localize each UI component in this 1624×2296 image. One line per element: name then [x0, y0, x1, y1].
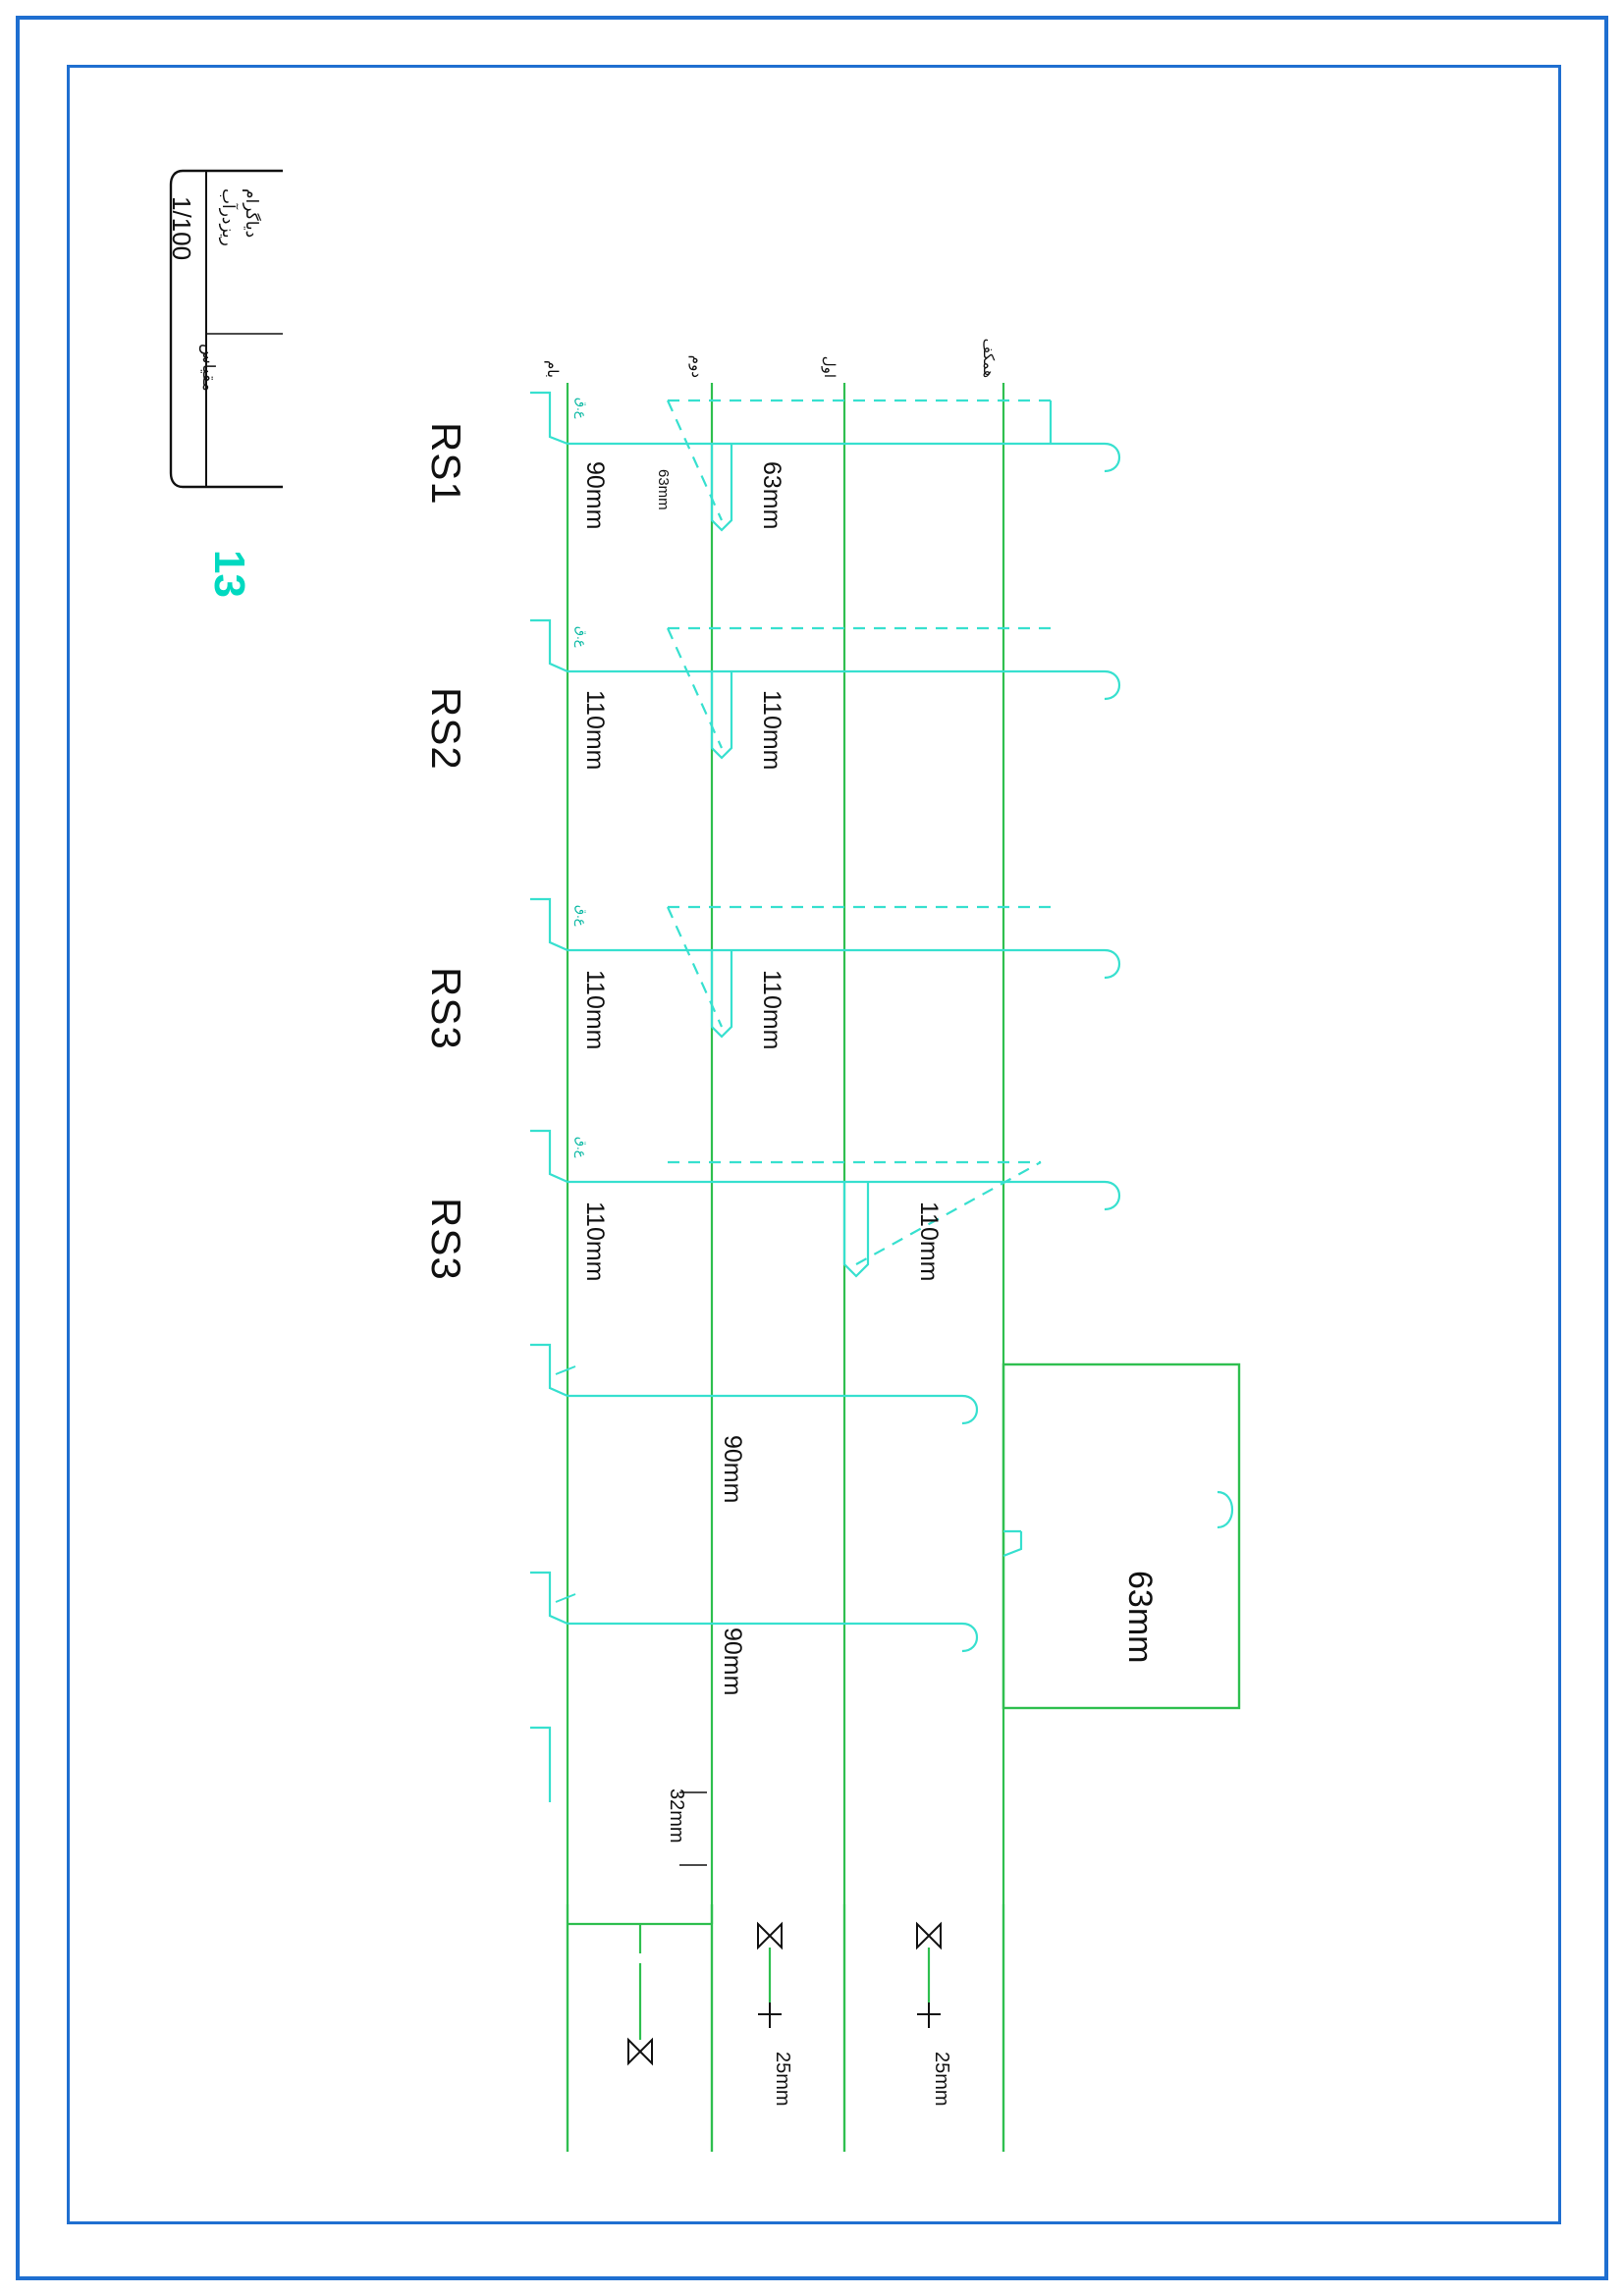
branch-lower-piping	[530, 1573, 977, 1802]
dim-rs1-63mm-small: 63mm	[655, 469, 672, 510]
riser-RS3a-piping	[530, 899, 1119, 1037]
dim-branch-lower-90mm: 90mm	[719, 1628, 746, 1696]
dim-rs3b-110mm-a: 110mm	[581, 1201, 609, 1282]
riser-label-RS1: RS1	[423, 422, 469, 506]
dim-drain-25mm-2: 25mm	[931, 2052, 952, 2107]
riser-RS1-piping	[530, 393, 1119, 530]
riser-RS2-piping	[530, 620, 1119, 758]
bottom-drops	[640, 1948, 929, 2040]
titleblock-line1: دیاگرام	[243, 188, 261, 239]
riser-label-RS2: RS2	[423, 687, 469, 771]
dim-drain-25mm-1: 25mm	[772, 2052, 793, 2107]
titleblock	[167, 167, 295, 491]
dim-rs2-110mm-b: 110mm	[758, 690, 785, 771]
dim-rs3b-110mm-b: 110mm	[915, 1201, 943, 1282]
valve-tag-RS3a: ع.ق	[574, 905, 589, 927]
floor-label-dovom: دوم	[688, 354, 705, 378]
dim-rs1-63mm: 63mm	[758, 461, 785, 530]
dim-rs2-110mm-a: 110mm	[581, 690, 609, 771]
valve-tag-RS2: ع.ق	[574, 626, 589, 648]
page-number: 13	[205, 550, 253, 598]
dim-bottom-32mm: 32mm	[666, 1789, 687, 1843]
scale-value: 1/100	[167, 196, 196, 261]
riser-label-RS3b: RS3	[423, 1198, 469, 1281]
floor-label-bam: بام	[544, 359, 561, 378]
branch-upper-piping	[530, 1345, 977, 1423]
dim-rs3a-110mm-b: 110mm	[758, 970, 785, 1050]
valve-tag-RS3b: ع.ق	[574, 1137, 589, 1158]
bottom-mains	[568, 1904, 1003, 2152]
dim-rs1-90mm: 90mm	[581, 461, 609, 530]
titleblock-line2: ریزدرآب	[219, 188, 238, 246]
riser-label-RS3a: RS3	[423, 967, 469, 1050]
riser-RS3b-piping	[530, 1131, 1119, 1276]
dim-branch-upper-90mm: 90mm	[719, 1435, 746, 1504]
floor-label-aval: اول	[821, 355, 838, 378]
floor-label-hamkaf: همکف	[980, 338, 997, 378]
dim-tank-63mm: 63mm	[1121, 1571, 1159, 1664]
tank-connection	[1003, 1492, 1232, 1556]
dim-rs3a-110mm-a: 110mm	[581, 970, 609, 1050]
valve-tag-RS1: ع.ق	[574, 398, 589, 419]
valve-symbols	[628, 1924, 941, 2063]
titleblock-line3: مقیاس	[199, 344, 218, 392]
